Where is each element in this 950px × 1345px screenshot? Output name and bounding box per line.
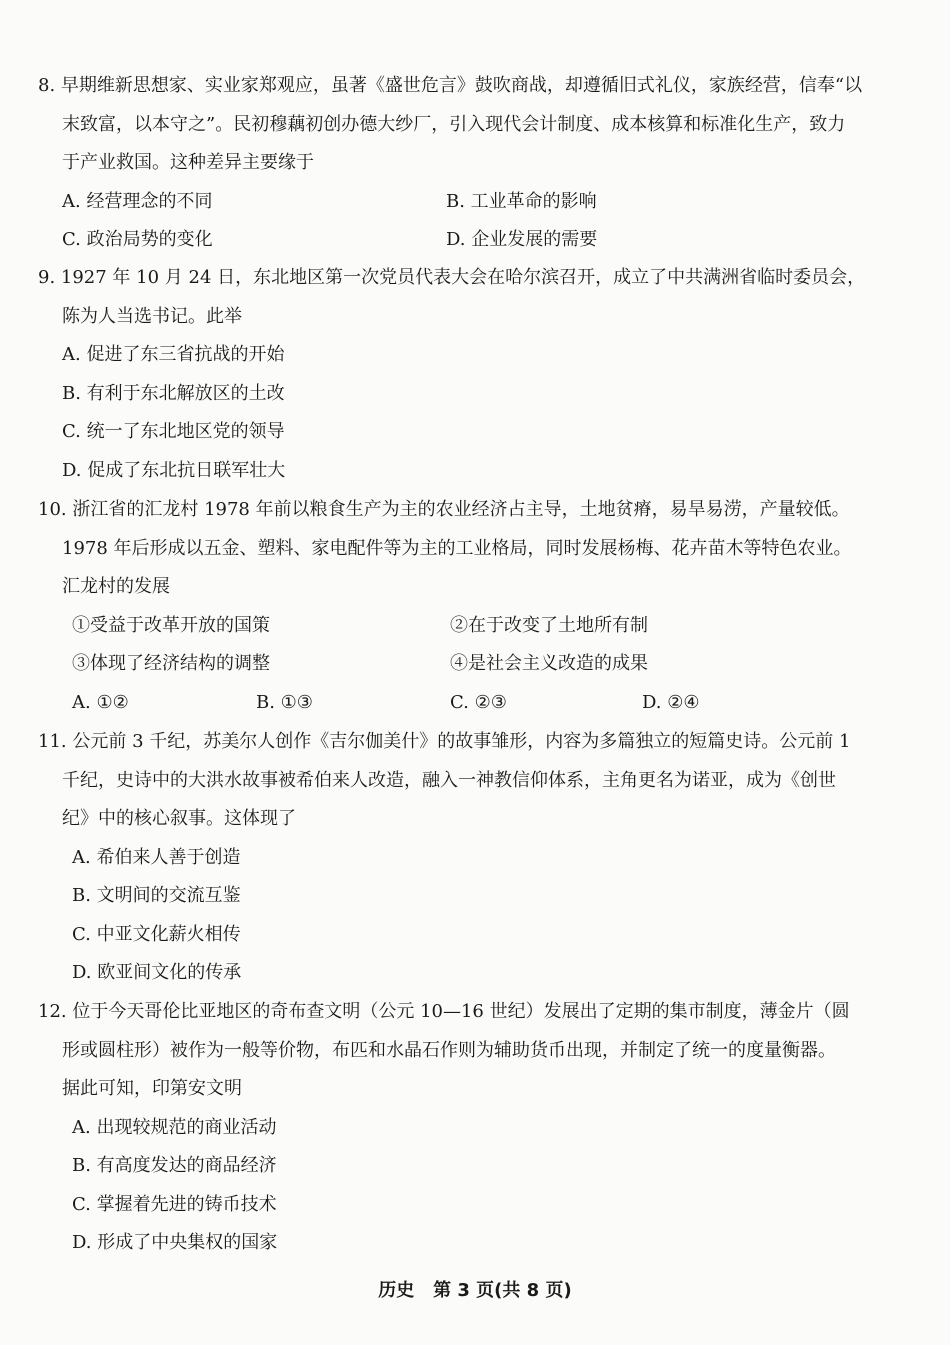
stem-line: 11. 公元前 3 千纪，苏美尔人创作《吉尔伽美什》的故事雏形，内容为多篇独立的短篇史诗。公元前 1 [38,731,851,752]
option-row [38,336,918,375]
option-c[interactable]: C. ②③ [450,691,507,713]
option-row [38,1224,918,1263]
stem-line: 末致富，以本守之”。民初穆藕初创办德大纱厂，引入现代会计制度、成本核算和标准化生产，致力 [62,113,846,135]
option-row [38,375,918,414]
option-d[interactable]: D. 促成了东北抗日联军壮大 [62,459,286,481]
stem-line: 千纪，史诗中的大洪水故事被希伯来人改造，融入一神教信仰体系，主角更名为诺亚，成为《创世 [62,769,836,791]
option-row [38,916,918,955]
statement-4: ④是社会主义改造的成果 [450,653,648,674]
option-a[interactable]: A. 促进了东三省抗战的开始 [62,344,285,365]
question-stem [38,993,918,1109]
statement-1: ①受益于改革开放的国策 [72,614,270,636]
option-row [38,413,918,452]
question-8 [38,67,918,260]
statement-2: ②在于改变了土地所有制 [450,614,648,636]
option-a[interactable]: A. ①② [72,691,129,713]
question-stem [38,259,918,336]
option-a[interactable]: A. 经营理念的不同 [62,190,213,212]
stem-line: 12. 位于今天哥伦比亚地区的奇布查文明（公元 10—16 世纪）发展出了定期的集市制度，薄金片（圆 [38,1001,850,1022]
option-d[interactable]: D. 形成了中央集权的国家 [72,1232,278,1253]
option-c[interactable]: C. 掌握着先进的铸币技术 [72,1193,277,1215]
option-row [38,684,918,723]
option-row [38,221,918,260]
option-a[interactable]: A. 出现较规范的商业活动 [72,1116,277,1138]
stem-line: 8. 早期维新思想家、实业家郑观应，虽著《盛世危言》鼓吹商战，却遵循旧式礼仪，家族经营，信奉“以 [38,75,863,96]
option-b[interactable]: B. ①③ [256,691,313,713]
footer-page-info: 第 3 页(共 8 页) [433,1280,572,1301]
footer-subject: 历史 [378,1280,415,1301]
question-11 [38,723,918,993]
option-row [38,183,918,222]
option-row [38,1109,918,1148]
stem-line: 纪》中的核心叙事。这体现了 [62,808,296,829]
question-stem [38,67,918,183]
option-row [38,839,918,878]
option-d[interactable]: D. 欧亚间文化的传承 [72,962,242,983]
option-row [38,1186,918,1225]
option-c[interactable]: C. 统一了东北地区党的领导 [62,421,285,442]
option-row [38,1147,918,1186]
stem-line: 1978 年后形成以五金、塑料、家电配件等为主的工业格局，同时发展杨梅、花卉苗木等特色农业。 [62,537,852,559]
page-footer [0,1276,950,1302]
option-b[interactable]: B. 有高度发达的商品经济 [72,1155,277,1176]
option-d[interactable]: D. ②④ [642,691,700,713]
question-10 [38,491,918,722]
question-9 [38,259,918,490]
stem-line: 陈为人当选书记。此举 [62,305,242,327]
statement-row [38,607,918,646]
question-stem [38,491,918,607]
option-row [38,954,918,993]
question-stem [38,723,918,839]
stem-line: 形或圆柱形）被作为一般等价物，布匹和水晶石作则为辅助货币出现，并制定了统一的度量衡器。 [62,1039,836,1061]
stem-line: 据此可知，印第安文明 [62,1078,242,1099]
stem-line: 9. 1927 年 10 月 24 日，东北地区第一次党员代表大会在哈尔滨召开，成立了中共满洲省临时委员会， [38,267,866,288]
option-a[interactable]: A. 希伯来人善于创造 [72,846,241,868]
stem-line: 于产业救国。这种差异主要缘于 [62,152,314,173]
stem-line: 10. 浙江省的汇龙村 1978 年前以粮食生产为主的农业经济占主导，土地贫瘠，易旱易涝，产量较低。 [38,499,850,520]
option-row [38,877,918,916]
option-c[interactable]: C. 中亚文化薪火相传 [72,923,241,945]
question-12 [38,993,918,1263]
option-b[interactable]: B. 文明间的交流互鉴 [72,885,241,906]
option-b[interactable]: B. 工业革命的影响 [446,190,597,212]
option-c[interactable]: C. 政治局势的变化 [62,229,213,250]
option-d[interactable]: D. 企业发展的需要 [446,229,598,250]
statement-row [38,645,918,684]
option-row [38,452,918,491]
stem-line: 汇龙村的发展 [62,576,170,597]
statement-3: ③体现了经济结构的调整 [72,653,270,674]
option-b[interactable]: B. 有利于东北解放区的土改 [62,382,285,404]
